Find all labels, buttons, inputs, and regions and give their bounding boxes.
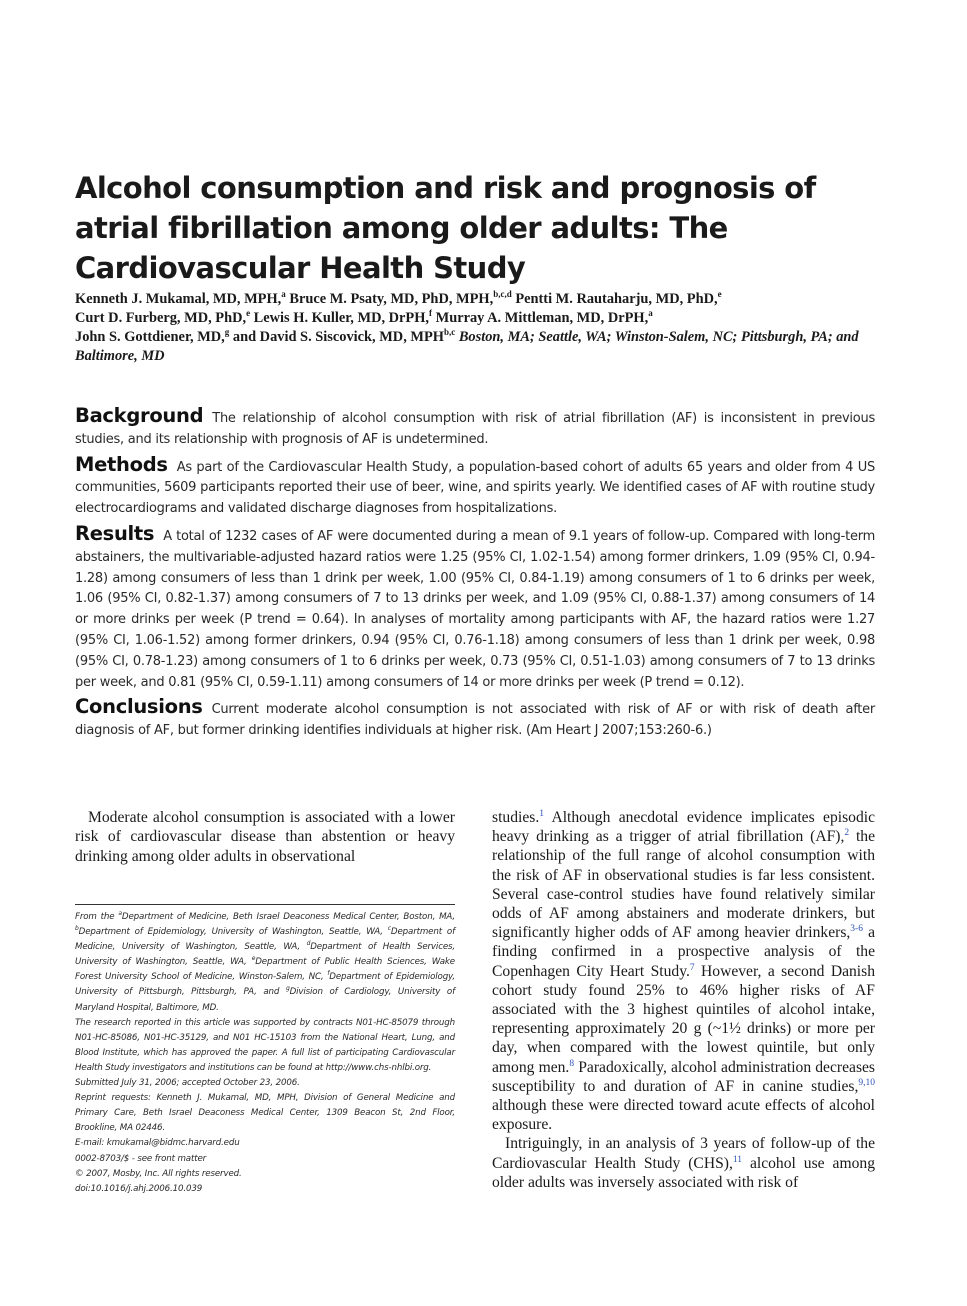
- abstract-results: [75, 521, 875, 693]
- reference-link[interactable]: 3-6: [850, 924, 863, 935]
- affiliation-marker: e: [246, 308, 251, 319]
- affiliation-marker: a: [648, 308, 653, 319]
- section-heading: Conclusions: [75, 695, 203, 719]
- footnote-text: Division of Cardiology, University of Maryland Hospital, Baltimore, MD.: [75, 987, 455, 1013]
- abstract-background: [75, 406, 875, 451]
- affiliation-marker: e: [717, 289, 722, 300]
- abstract-conclusions: [75, 697, 875, 742]
- body-column-left: [75, 808, 455, 866]
- section-text: Current moderate alcohol consumption is not associated with risk of AF or with risk of death after diagnosis of AF, but former drinking identifies individuals at higher risk. (Am Heart J 2007;153:260-6.): [75, 702, 875, 739]
- affiliation-marker: c: [387, 925, 391, 933]
- author-name: Bruce M. Psaty, MD, PhD, MPH,: [285, 291, 494, 307]
- body-text: studies.: [492, 809, 540, 826]
- article-title: Alcohol consumption and risk and prognosis of atrial fibrillation among older adults: The Cardiovascular Health Study: [75, 171, 816, 285]
- author-name: Murray A. Mittleman, MD, DrPH,: [432, 310, 649, 326]
- copyright-line: © 2007, Mosby, Inc. All rights reserved.: [75, 1168, 242, 1179]
- footnote-text: From the: [75, 912, 119, 922]
- body-text: However, a second Danish cohort study found 25% to 46% higher risks of AF associated with the 3 highest quintiles of alcohol intake, representing approximately 20 g (~1½ drinks) or more per day, when compared with the lowest quintile, but only among men.: [492, 962, 875, 1076]
- footnote-text: Department of Medicine, Beth Israel Deaconess Medical Center, Boston, MA,: [121, 912, 455, 922]
- issn-line: 0002-8703/$ - see front matter: [75, 1153, 207, 1164]
- reference-link[interactable]: 7: [689, 962, 695, 973]
- body-paragraph: [492, 808, 875, 1134]
- affiliation-marker: g: [285, 985, 290, 993]
- affiliation-marker: b,c: [443, 327, 456, 338]
- section-text: As part of the Cardiovascular Health Study, a population-based cohort of adults 65 years and older from 4 US communities, 5609 participants reported their use of beer, wine, and spirits yearly. We identified cases of AF with routine study electrocardiograms and validated discharge diagnoses from hospitalizations.: [75, 459, 875, 517]
- author-name: Lewis H. Kuller, MD, DrPH,: [250, 310, 430, 326]
- doi-line[interactable]: doi:10.1016/j.ahj.2006.10.039: [75, 1183, 203, 1194]
- footnote-text: Department of Epidemiology, University of Washington, Seattle, WA,: [78, 927, 388, 938]
- section-heading: Methods: [75, 452, 168, 476]
- section-heading: Results: [75, 521, 155, 545]
- affiliations-footnote: [75, 910, 455, 1016]
- submission-dates: Submitted July 31, 2006; accepted October 23, 2006.: [75, 1078, 300, 1089]
- affiliation-marker: b: [75, 925, 79, 933]
- affiliation-marker: g: [224, 327, 230, 338]
- author-name: and David S. Siscovick, MD, MPH: [229, 329, 444, 345]
- section-text: The relationship of alcohol consumption with risk of atrial fibrillation (AF) is inconsistent in previous studies, and its relationship with prognosis of AF is undetermined.: [75, 411, 875, 447]
- author-locations: Boston, MA; Seattle, WA; Winston-Salem, NC; Pittsburgh, PA; and Baltimore, MD: [75, 329, 859, 364]
- footnote-text: Department of Epidemiology, University of Pittsburgh, Pittsburgh, PA, and: [75, 972, 455, 998]
- affiliation-marker: a: [281, 289, 286, 300]
- affiliation-marker: e: [251, 955, 256, 963]
- footnotes: [75, 910, 455, 1197]
- body-paragraph: [492, 1134, 875, 1192]
- author-name: John S. Gottdiener, MD,: [75, 329, 225, 345]
- section-heading: Background: [75, 404, 204, 427]
- body-text: Paradoxically, alcohol administration decreases susceptibility to and duration of AF in canine studies,: [492, 1058, 875, 1095]
- affiliation-marker: d: [306, 940, 311, 948]
- body-text: a finding confirmed in a prospective analysis of the Copenhagen City Heart Study.: [492, 924, 875, 980]
- reference-link[interactable]: 2: [844, 828, 850, 839]
- footnote-text: Department of Medicine, University of Washington, Seattle, WA,: [75, 927, 455, 953]
- author-list: [75, 290, 865, 366]
- body-text: Although anecdotal evidence implicates episodic heavy drinking as a trigger of atrial fibrillation (AF),: [492, 809, 875, 846]
- body-paragraph: Moderate alcohol consumption is associated with a lower risk of cardiovascular disease than abstention or heavy drinking among older adults in observational: [75, 809, 455, 865]
- body-text: alcohol use among older adults was inversely associated with risk of: [492, 1154, 875, 1191]
- body-text: the relationship of the full range of alcohol consumption with the risk of AF in observational studies is far less consistent. Several case-control studies have found relatively similar odds of AF among abstainers and moderate drinkers, but significantly higher odds of AF among heavier drinkers,: [492, 828, 876, 942]
- affiliation-marker: a: [118, 910, 122, 918]
- reference-link[interactable]: 8: [569, 1058, 575, 1069]
- body-text: although these were directed toward acute effects of alcohol exposure.: [492, 1097, 875, 1134]
- funding-footnote: The research reported in this article was supported by contracts N01-HC-85079 through N01-HC-85086, N01-HC-35129, and N01 HC-15103 from the National Heart, Lung, and Blood Institute, which has approved the paper. A full list of participating Cardiovascular Health Study investigators and institutions can be found at http://www.chs-nhlbi.org.: [75, 1017, 455, 1073]
- body-column-right: [492, 808, 875, 1192]
- author-name: Pentti M. Rautaharju, MD, PhD,: [511, 291, 718, 307]
- affiliation-marker: b,c,d: [493, 289, 512, 300]
- section-text: A total of 1232 cases of AF were documented during a mean of 9.1 years of follow-up. Compared with long-term abstainers, the multivariable-adjusted hazard ratios were 1.25 (95% CI, 1.02-1.54) among former drinkers, 1.09 (95% CI, 0.94-1.28) among consumers of less than 1 drink per week, 1.00 (95% CI, 0.84-1.19) among consumers of 1 to 6 drinks per week, 1.06 (95% CI, 0.82-1.37) among consumers of 7 to 13 drinks per week, and 1.09 (95% CI, 0.88-1.37) among consumers of 14 or more drinks per week (P trend = 0.64). In analyses of mortality among participants with AF, the hazard ratios were 1.27 (95% CI, 1.06-1.52) among former drinkers, 0.94 (95% CI, 0.76-1.18) among consumers of less than 1 drink per week, 0.98 (95% CI, 0.78-1.23) among consumers of 1 to 6 drinks per week, 0.73 (95% CI, 0.51-1.03) among consumers of 7 to 13 drinks per week, and 0.81 (95% CI, 0.59-1.11) among consumers of 14 or more drinks per week (P trend = 0.12).: [75, 528, 875, 690]
- abstract-methods: [75, 452, 875, 520]
- reprint-requests: Reprint requests: Kenneth J. Mukamal, MD, MPH, Division of General Medicine and Primary Care, Beth Israel Deaconess Medical Center, 1309 Beacon St, 2nd Floor, Brookline, MA 02446.: [75, 1093, 455, 1134]
- affiliation-marker: f: [429, 308, 433, 319]
- footnote-divider: [75, 904, 455, 905]
- affiliation-marker: f: [327, 970, 330, 978]
- author-name: Kenneth J. Mukamal, MD, MPH,: [75, 291, 282, 307]
- reference-link[interactable]: 11: [732, 1154, 742, 1165]
- reference-link[interactable]: 1: [539, 808, 544, 819]
- footnote-text: Department of Public Health Sciences, Wake Forest University School of Medicine, Winston-Salem, NC,: [75, 957, 456, 983]
- reference-link[interactable]: 9,10: [858, 1077, 875, 1088]
- body-text: Intriguingly, in an analysis of 3 years of follow-up of the Cardiovascular Health Study (CHS),: [492, 1135, 875, 1172]
- contact-email[interactable]: E-mail: kmukamal@bidmc.harvard.edu: [75, 1138, 240, 1149]
- footnote-text: Department of Health Services, University of Washington, Seattle, WA,: [75, 942, 455, 968]
- author-name: Curt D. Furberg, MD, PhD,: [75, 310, 247, 326]
- abstract: [75, 406, 875, 746]
